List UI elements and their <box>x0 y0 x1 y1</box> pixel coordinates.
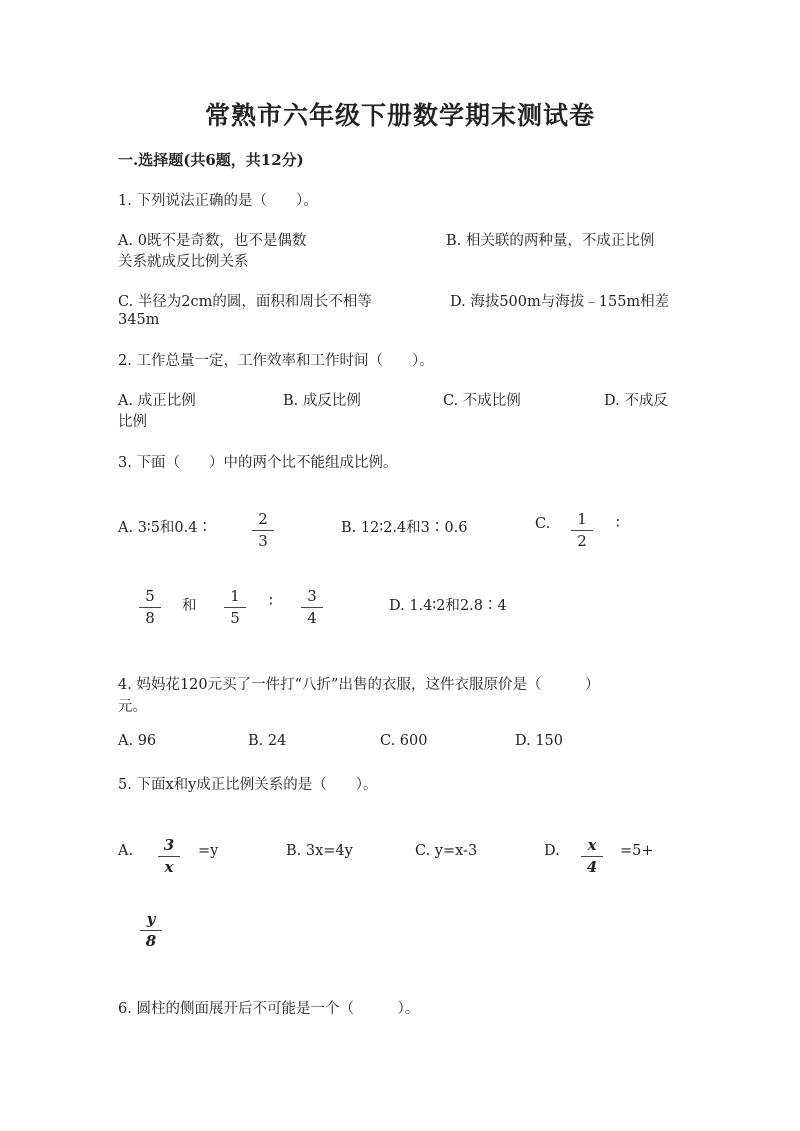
q3-ratio-colon-2: ∶ <box>269 594 273 610</box>
fraction-denominator: 8 <box>145 609 155 627</box>
q3-option-a-fraction <box>252 511 274 550</box>
q5-option-d-tail: =5+ <box>620 843 654 859</box>
fraction-numerator: 3 <box>301 588 323 608</box>
fraction-denominator: 4 <box>586 858 598 876</box>
section-heading: 一.选择题(共6题，共12分) <box>118 151 304 169</box>
q2-option-a: A. 成正比例 <box>118 393 196 409</box>
fraction-denominator: 5 <box>230 609 240 627</box>
q2-option-c: C. 不成比例 <box>443 393 521 409</box>
q5-stem: 5. 下面x和y成正比例关系的是（ ）。 <box>118 777 378 793</box>
fraction-denominator: 4 <box>307 609 317 627</box>
fraction-denominator: 8 <box>145 932 157 950</box>
q1-option-b-cont: 关系就成反比例关系 <box>118 254 249 270</box>
q3-option-b: B. 12∶2.4和3∶0.6 <box>341 520 468 536</box>
q1-option-d-cont: 345m <box>118 312 160 328</box>
q3-option-d: D. 1.4∶2和2.8∶4 <box>389 598 507 614</box>
fraction-numerator: y <box>140 911 162 931</box>
fraction-denominator: 3 <box>258 532 268 550</box>
q1-option-c: C. 半径为2cm的圆，面积和周长不相等 <box>118 294 372 310</box>
fraction-numerator: 3 <box>158 837 180 857</box>
fraction-numerator: 2 <box>252 511 274 531</box>
q4-stem-cont: 元。 <box>118 699 147 715</box>
q4-stem: 4. 妈妈花120元买了一件打“八折”出售的衣服，这件衣服原价是（ ） <box>118 677 600 693</box>
q3-option-c-fraction-2 <box>139 588 161 627</box>
q5-option-a-tail: =y <box>198 843 219 859</box>
page-title: 常熟市六年级下册数学期末测试卷 <box>204 101 595 130</box>
q3-option-c-fraction-3 <box>224 588 246 627</box>
fraction-numerator: x <box>581 837 603 857</box>
fraction-denominator: x <box>164 858 174 876</box>
q1-stem: 1. 下列说法正确的是（ ）。 <box>118 193 318 209</box>
q5-option-a-fraction <box>158 837 180 876</box>
q5-option-a: A. <box>118 843 134 859</box>
q5-option-b: B. 3x=4y <box>286 843 353 859</box>
q5-option-d: D. <box>544 843 560 859</box>
q3-option-c-fraction-1 <box>571 511 593 550</box>
q2-option-b: B. 成反比例 <box>283 393 361 409</box>
q2-option-d: D. 不成反 <box>604 393 668 409</box>
q3-and-label: 和 <box>182 598 197 614</box>
fraction-numerator: 1 <box>224 588 246 608</box>
q6-stem: 6. 圆柱的侧面展开后不可能是一个（ ）。 <box>118 1001 420 1017</box>
fraction-denominator: 2 <box>577 532 587 550</box>
fraction-numerator: 1 <box>571 511 593 531</box>
q3-option-a: A. 3∶5和0.4∶ <box>118 520 212 536</box>
q4-option-c: C. 600 <box>380 733 428 749</box>
q1-option-d: D. 海拔500m与海拔﹣155m相差 <box>450 294 670 310</box>
fraction-numerator: 5 <box>139 588 161 608</box>
q1-option-a: A. 0既不是奇数，也不是偶数 <box>118 233 307 249</box>
q3-stem: 3. 下面（ ）中的两个比不能组成比例。 <box>118 455 398 471</box>
q4-option-d: D. 150 <box>515 733 564 749</box>
q3-ratio-colon-1: ∶ <box>616 516 620 532</box>
q5-option-d-fraction <box>581 837 603 876</box>
q2-stem: 2. 工作总量一定，工作效率和工作时间（ ）。 <box>118 353 434 369</box>
q5-option-d-fraction-2 <box>140 911 162 950</box>
q2-option-d-cont: 比例 <box>118 414 147 430</box>
q3-option-c: C. <box>535 516 551 532</box>
q1-option-b: B. 相关联的两种量，不成正比例 <box>446 233 655 249</box>
q5-option-c: C. y=x-3 <box>415 843 478 859</box>
q4-option-a: A. 96 <box>118 733 157 749</box>
q3-option-c-fraction-4 <box>301 588 323 627</box>
q4-option-b: B. 24 <box>248 733 287 749</box>
